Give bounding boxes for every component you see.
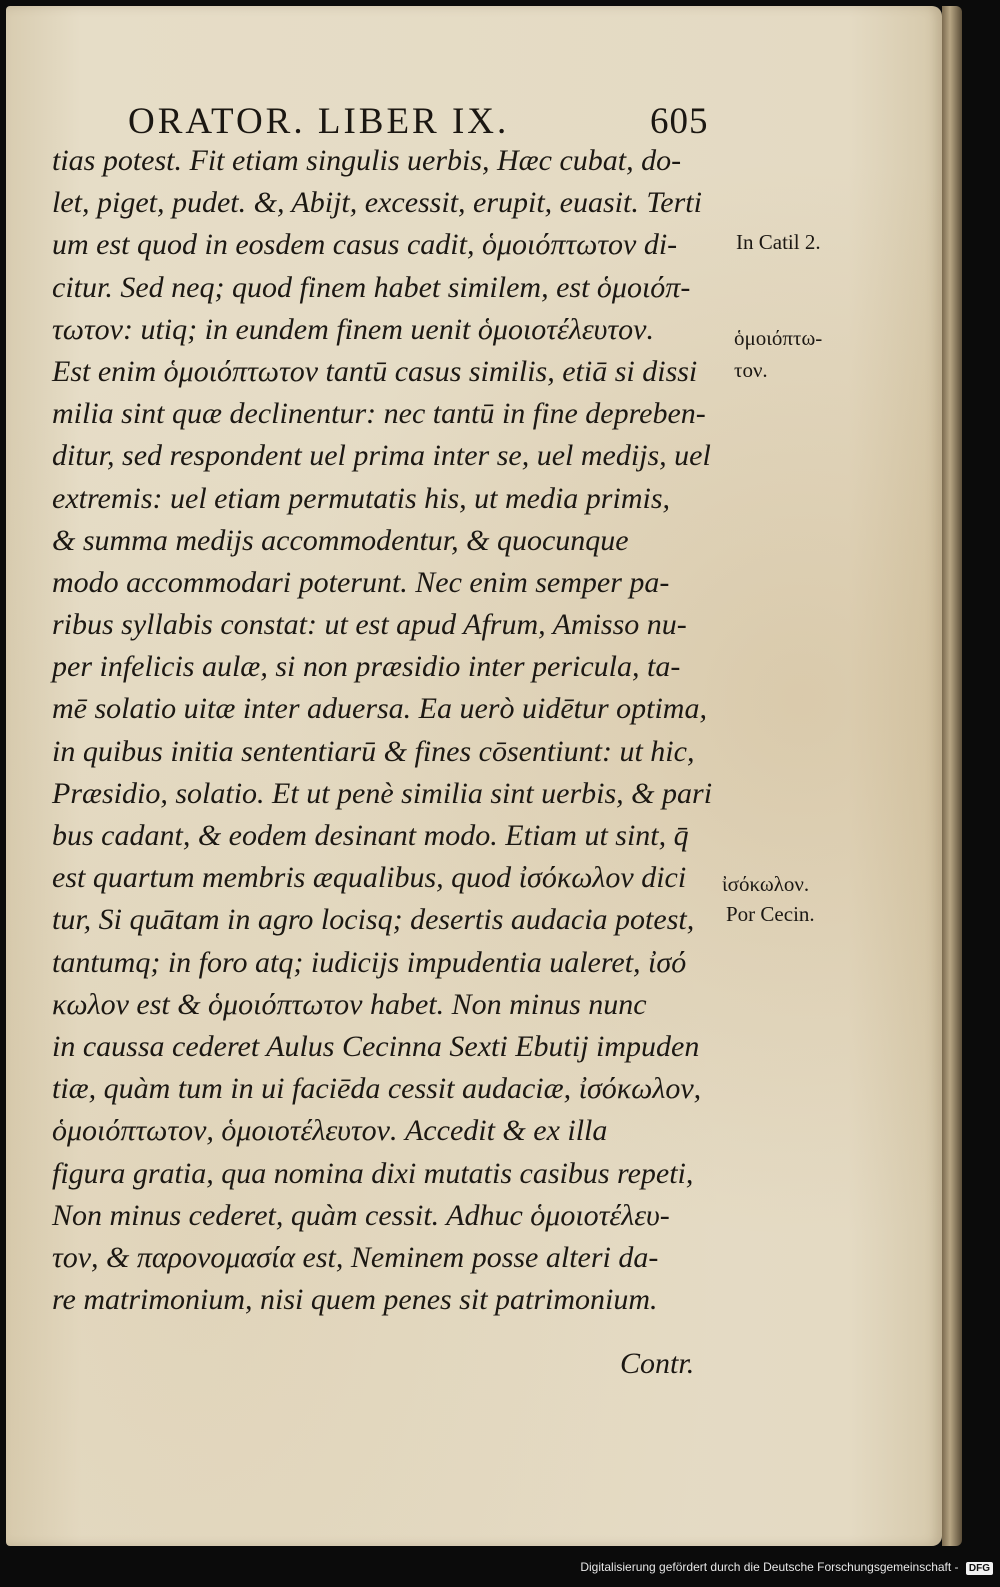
digitization-credit bbox=[0, 1560, 993, 1575]
text-line: tur, Si quātam in agro locisq; desertis audacia potest, bbox=[52, 903, 695, 937]
folio-number: 605 bbox=[650, 101, 709, 142]
text-line: in caussa cederet Aulus Cecinna Sexti Ebutij impuden bbox=[52, 1029, 700, 1063]
page-edge bbox=[942, 6, 962, 1546]
margin-note: In Catil 2. bbox=[736, 230, 821, 254]
margin-note: Por Cecin. bbox=[726, 902, 815, 926]
text-line: Non minus cederet, quàm cessit. Adhuc ὁμοιοτέλευ- bbox=[52, 1198, 670, 1232]
text-line: ribus syllabis constat: ut est apud Afrum, Amisso nu- bbox=[52, 608, 687, 642]
running-head-title: ORATOR. LIBER IX. bbox=[128, 101, 510, 142]
text-line: um est quod in eosdem casus cadit, ὁμοιόπτωτον di- bbox=[52, 228, 678, 262]
text-line: let, piget, pudet. &, Abijt, excessit, erupit, euasit. Terti bbox=[52, 186, 702, 220]
dfg-logo: DFG bbox=[966, 1562, 993, 1575]
text-line: est quartum membris æqualibus, quod ἰσόκωλον dici bbox=[52, 861, 687, 895]
text-line: ὁμοιόπτωτον, ὁμοιοτέλευτον. Accedit & ex illa bbox=[52, 1114, 608, 1148]
text-line: mē solatio uitæ inter aduersa. Ea uerò uidētur optima, bbox=[52, 692, 707, 726]
text-line: tantumq; in foro atq; iudicijs impudentia ualeret, ἰσό bbox=[52, 945, 687, 979]
credit-text: Digitalisierung gefördert durch die Deutsche Forschungsgemeinschaft - bbox=[580, 1560, 959, 1574]
margin-note: ἰσόκωλον. bbox=[722, 872, 810, 896]
text-line: modo accommodari poterunt. Nec enim semper pa- bbox=[52, 565, 670, 599]
text-line: κωλον est & ὁμοιόπτωτον habet. Non minus nunc bbox=[52, 987, 647, 1021]
text-line: Est enim ὁμοιόπτωτον tantū casus similis, etiā si dissi bbox=[52, 354, 698, 388]
text-line: bus cadant, & eodem desinant modo. Etiam ut sint, q̄ bbox=[52, 819, 689, 852]
text-line: figura gratia, qua nomina dixi mutatis casibus repeti, bbox=[52, 1156, 694, 1190]
catchword: Contr. bbox=[620, 1347, 695, 1380]
margin-note: ὁμοιόπτω- bbox=[734, 326, 823, 350]
body-text bbox=[52, 140, 732, 1321]
text-line: ditur, sed respondent uel prima inter se, uel medijs, uel bbox=[52, 439, 711, 473]
text-line: re matrimonium, nisi quem penes sit patrimonium. bbox=[52, 1283, 658, 1317]
text-line: milia sint quæ declinentur: nec tantū in fine depreben- bbox=[52, 397, 706, 431]
text-line: τωτον: utiq; in eundem finem uenit ὁμοιοτέλευτον. bbox=[52, 312, 654, 346]
text-line: tias potest. Fit etiam singulis uerbis, Hæc cubat, do- bbox=[52, 144, 682, 177]
text-line: citur. Sed neq; quod finem habet similem, est ὁμοιόπ- bbox=[52, 270, 691, 304]
text-line: Præsidio, solatio. Et ut penè similia sint uerbis, & pari bbox=[52, 776, 713, 810]
margin-note: τον. bbox=[734, 358, 768, 382]
text-line: in quibus initia sententiarū & fines cōsentiunt: ut hic, bbox=[52, 734, 695, 768]
text-line: extremis: uel etiam permutatis his, ut media primis, bbox=[52, 481, 670, 515]
text-line: tiæ, quàm tum in ui faciēda cessit audaciæ, ἰσόκωλον, bbox=[52, 1072, 702, 1106]
text-line: per infelicis aulæ, si non præsidio inter pericula, ta- bbox=[52, 650, 681, 684]
text-line: & summa medijs accommodentur, & quocunque bbox=[52, 523, 629, 557]
text-line: τον, & παρονομασία est, Neminem posse alteri da- bbox=[52, 1240, 659, 1274]
